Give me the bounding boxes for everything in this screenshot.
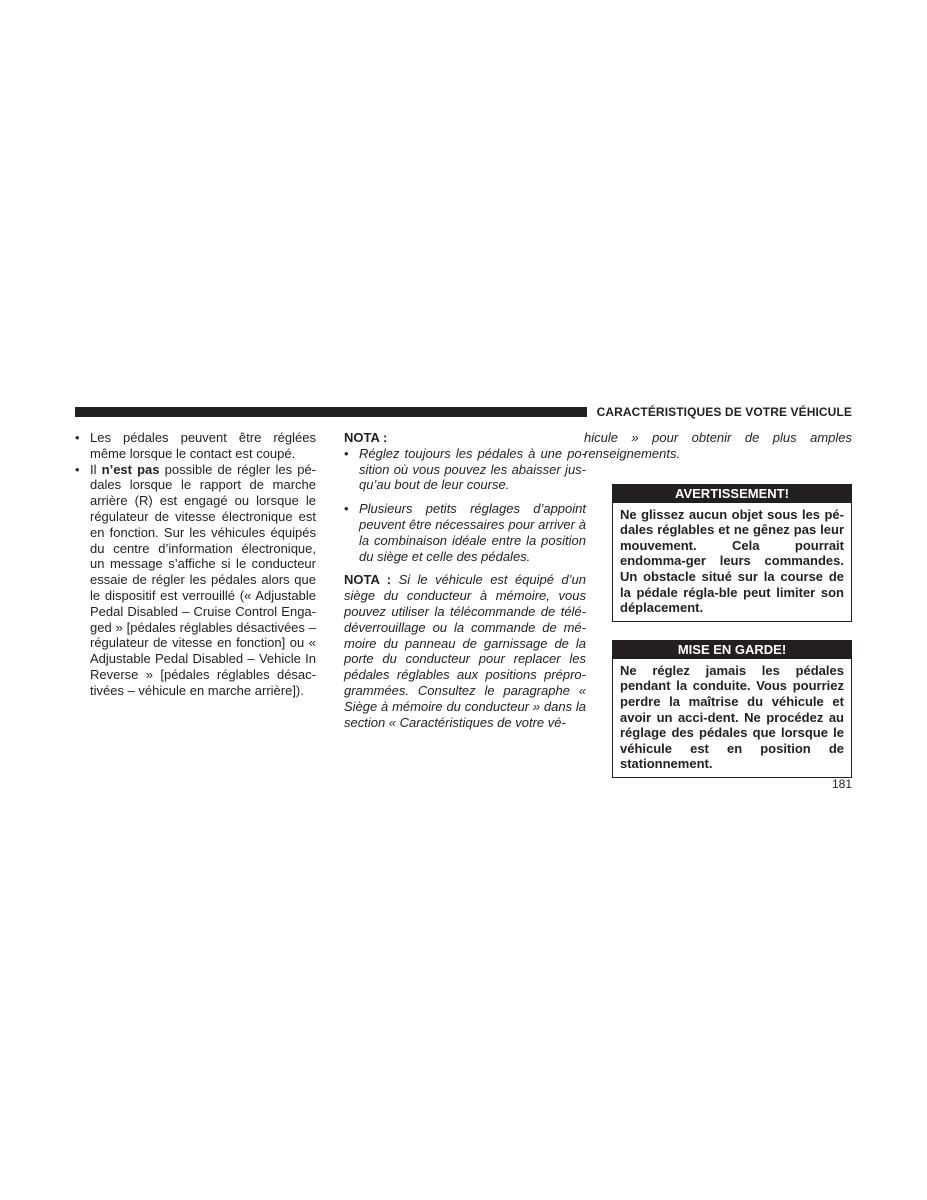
continued-text: hicule » pour obtenir de plus amples renseignements. — [584, 430, 852, 461]
emphasis-text: n’est pas — [101, 461, 160, 477]
note-bullet-item: • Plusieurs petits réglages d’appoint peuvent être nécessaires pour arriver à la combinaison idéale entre la position du siège et celle des pédales. — [344, 501, 586, 564]
warning-title: AVERTISSEMENT! — [613, 485, 851, 503]
note-label: NOTA : — [344, 430, 388, 445]
section-title: CARACTÉRISTIQUES DE VOTRE VÉHICULE — [596, 405, 852, 419]
column-left — [75, 430, 316, 699]
caution-box — [612, 640, 852, 778]
page-number: 181 — [831, 777, 852, 791]
note-bullet-item: • Réglez toujours les pédales à une po-sition où vous pouvez les abaisser jus-qu’au bout de leur course. — [344, 445, 586, 493]
note-paragraph: NOTA : Si le véhicule est équipé d’un siège du conducteur à mémoire, vous pouvez utiliser la télécommande de télé-déverrouillage ou la commande de mé-moire du panneau de garnissage de la porte du conducteur pour replacer les pédales réglables aux positions prépro-grammées. Consultez le paragraphe « Siège à mémoire du conducteur » dans la section « Caractéristiques de votre vé- — [344, 572, 586, 730]
bullet-item: • Les pédales peuvent être réglées même lorsque le contact est coupé. — [75, 430, 316, 461]
warning-box — [612, 484, 852, 622]
header-rule — [75, 407, 587, 417]
bullet-dot-icon: • — [75, 461, 80, 477]
bullet-dot-icon: • — [344, 445, 349, 461]
caution-title: MISE EN GARDE! — [613, 641, 851, 659]
bullet-dot-icon: • — [344, 501, 349, 517]
bullet-item: • Il n’est pas possible de régler les pé-dales lorsque le rapport de marche arrière (R) est engagé ou lorsque le régulateur de vitesse électronique est en fonction. Sur les véhicules équipés du centre d’information électronique, un message s’affiche si le conducteur essaie de régler les pédales alors que le dispositif est verrouillé (« Adjustable Pedal Disabled – Cruise Control Enga-ged » [pédales réglables désactivées – régulateur de vitesse en fonction] ou « Adjustable Pedal Disabled – Vehicle In Reverse » [pédales réglables désac-tivées – véhicule en marche arrière]). — [75, 461, 317, 698]
warning-text: Ne glissez aucun objet sous les pé-dales réglables et ne gênez pas leur mouvement. Cela pourrait endomma-ger leurs commandes. Un obstacle situé sur la course de la pédale régla-ble peut limiter son déplacement. — [620, 506, 844, 616]
caution-text: Ne réglez jamais les pédales pendant la conduite. Vous pourriez perdre la maîtrise du véhicule et avoir un acci-dent. Ne procédez au réglage des pédales que lorsque le véhicule est en position de stationnement. — [620, 662, 844, 772]
column-right — [584, 430, 852, 778]
bullet-dot-icon: • — [75, 430, 80, 445]
note-label: NOTA : — [344, 572, 392, 588]
column-middle — [344, 430, 586, 743]
